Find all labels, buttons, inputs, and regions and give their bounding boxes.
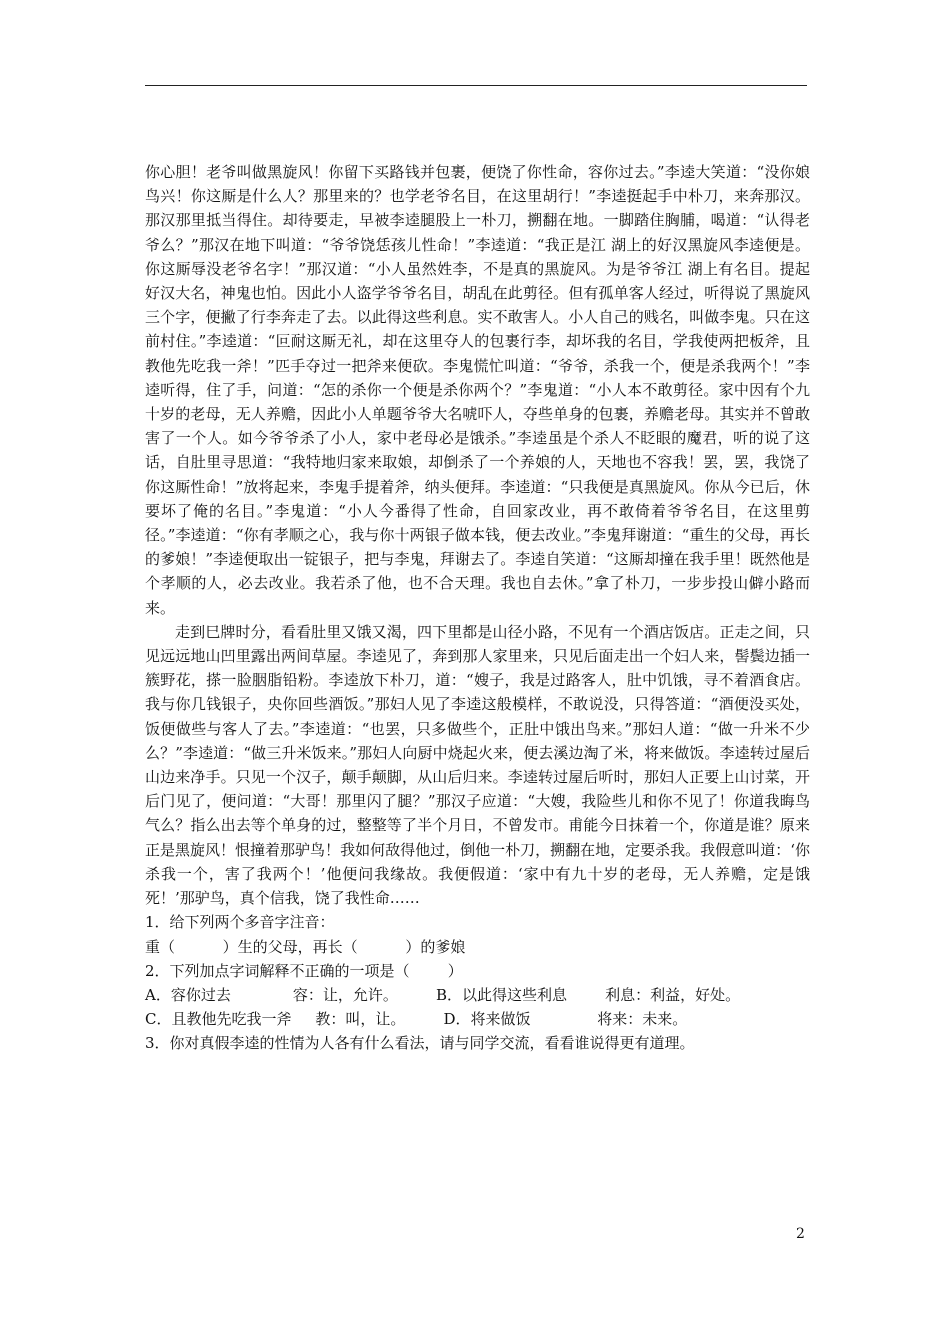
question-2-title: 2．下列加点字词解释不正确的一项是（ ） bbox=[145, 961, 463, 980]
passage-paragraph-1: 你心胆！老爷叫做黑旋风！你留下买路钱并包裹，便饶了你性命，容你过去。”李逵大笑道：“没你娘鸟兴！你这厮是什么人？那里来的？也学老爷名目，在这里胡行！”李逵挺起手中朴刀，来奔那汉。那汉那里抵当得住。却待要走，早被李逵腿股上一朴刀，搠翻在地。一脚踏住胸脯，喝道：“认得老爷么？”那汉在地下叫道：“爷爷饶恁孩儿性命！”李逵道：“我正是江 湖上的好汉黑旋风李逵便是。你这厮辱没老爷名字！”那汉道：“小人虽然姓李，不是真的黑旋风。为是爷爷江 湖上有名目。提起好汉大名，神鬼也怕。因此小人盗学爷爷名目，胡乱在此剪径。但有孤单客人经过，听得说了黑旋风三个字，便撇了行李奔走了去。以此得这些利息。实不敢害人。小人自己的贱名，叫做李鬼。只在这前村住。”李逵道：“叵耐这厮无礼，却在这里夺人的包裹行李，却坏我的名目，学我使两把板斧，且教他先吃我一斧！”匹手夺过一把斧来便砍。李鬼慌忙叫道：“爷爷，杀我一个，便是杀我两个！”李逵听得，住了手，问道：“怎的杀你一个便是杀你两个？”李鬼道：“小人本不敢剪径。家中因有个九十岁的老母，无人养赡，因此小人单题爷爷大名唬吓人，夺些单身的包裹，养赡老母。其实并不曾敢害了一个人。如今爷爷杀了小人，家中老母必是饿杀。”李逵虽是个杀人不眨眼的魔君，听的说了这话，自肚里寻思道：“我特地归家来取娘，却倒杀了一个养娘的人，天地也不容我！罢，罢，我饶了你这厮性命！”放将起来，李鬼手提着斧，纳头便拜。李逵道：“只我便是真黑旋风。你从今已后，休要坏了俺的名目。”李鬼道：“小人今番得了性命，自回家改业，再不敢倚着爷爷名目，在这里剪径。”李逵道：“你有孝顺之心，我与你十两银子做本钱，便去改业。”李鬼拜谢道：“重生的父母，再长的爹娘！”李逵便取出一锭银子，把与李鬼，拜谢去了。李逵自笑道：“这厮却撞在我手里！既然他是个孝顺的人，必去改业。我若杀了他，也不合天理。我也自去休。”拿了朴刀，一步步投山僻小路而来。 bbox=[145, 163, 810, 617]
header-rule bbox=[145, 85, 807, 86]
passage-paragraph-2: 走到巳牌时分，看看肚里又饿又渴，四下里都是山径小路，不见有一个酒店饭店。正走之间，只见远远地山凹里露出两间草屋。李逵见了，奔到那人家里来，只见后面走出一个妇人来，髻鬓边插一簇野花，搽一脸胭脂铅粉。李逵放下朴刀，道：“嫂子，我是过路客人，肚中饥饿，寻不着酒食店。我与你几钱银子，央你回些酒饭。”那妇人见了李逵这般模样，不敢说没，只得答道：“酒便没买处，饭便做些与客人了去。”李逵道：“也罢，只多做些个，正肚中饿出鸟来。”那妇人道：“做一升米不少么？”李逵道：“做三升米饭来。”那妇人向厨中烧起火来，便去溪边淘了米，将来做饭。李逵转过屋后山边来净手。只见一个汉子，颠手颠脚，从山后归来。李逵转过屋后听时，那妇人正要上山讨菜，开后门见了，便问道：“大哥！那里闪了腿？”那汉子应道：“大嫂，我险些儿和你不见了！你道我晦鸟气么？指么出去等个单身的过，整整等了半个月日，不曾发市。甫能今日抹着一个，你道是谁？原来正是黑旋风！恨撞着那驴鸟！我如何敌得他过，倒他一朴刀，搠翻在地，定要杀我。我假意叫道：‘你杀我一个，害了我两个！’他便问我缘故。我便假道：‘家中有九十岁的老母，无人养赡，定是饿死！’那驴鸟，真个信我，饶了我性命…… bbox=[145, 622, 810, 908]
document-body bbox=[145, 160, 810, 1056]
question-2-options-cd: C．且教他先吃我一斧 教：叫，让。 D．将来做饭 将来：未来。 bbox=[145, 1010, 688, 1029]
question-1-prompt: 重（ ）生的父母，再长（ ）的爹娘 bbox=[145, 937, 466, 956]
page-number: 2 bbox=[796, 1226, 805, 1242]
question-2-options-ab: A．容你过去 容：让，允许。 B．以此得这些利息 利息：利益，好处。 bbox=[145, 985, 741, 1004]
question-3-title: 3．你对真假李逵的性情为人各有什么看法，请与同学交流，看看谁说得更有道理。 bbox=[145, 1034, 695, 1053]
question-1-title: 1．给下列两个多音字注音： bbox=[145, 913, 335, 932]
